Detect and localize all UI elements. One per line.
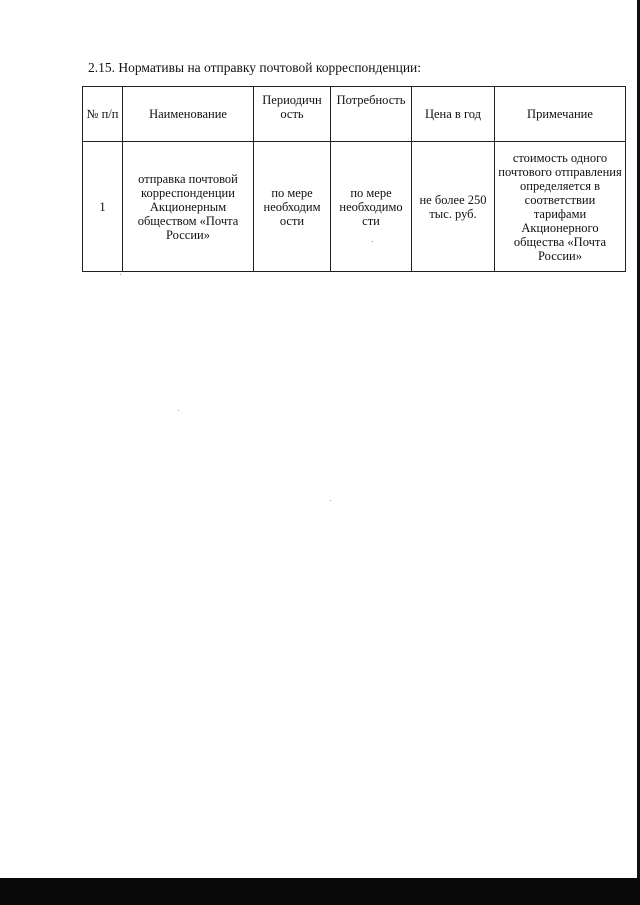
scan-speck [178,410,179,411]
section-heading: 2.15. Нормативы на отправку почтовой корреспонденции: [88,60,422,75]
scan-bottom-bar [0,878,640,905]
cell-num: 1 [83,142,123,272]
header-periodicity: Периодичн ость [254,87,331,142]
header-name: Наименование [123,87,254,142]
table-header-row [83,87,626,142]
cell-note: стоимость одного почтового отправления определяется в соответствии тарифами Акционерного общества «Почта России» [495,142,626,272]
header-num: № п/п [83,87,123,142]
cell-price: не более 250 тыс. руб. [412,142,495,272]
norms-table [82,86,626,272]
scan-speck [330,500,331,501]
cell-need: по мере необходимо сти [331,142,412,272]
scan-speck [372,241,373,242]
cell-periodicity: по мере необходим ости [254,142,331,272]
scan-speck [120,274,121,275]
table-row [83,142,626,272]
cell-name: отправка почтовой корреспонденции Акционерным обществом «Почта России» [123,142,254,272]
header-note: Примечание [495,87,626,142]
header-price: Цена в год [412,87,495,142]
header-need: Потребность [331,87,412,142]
